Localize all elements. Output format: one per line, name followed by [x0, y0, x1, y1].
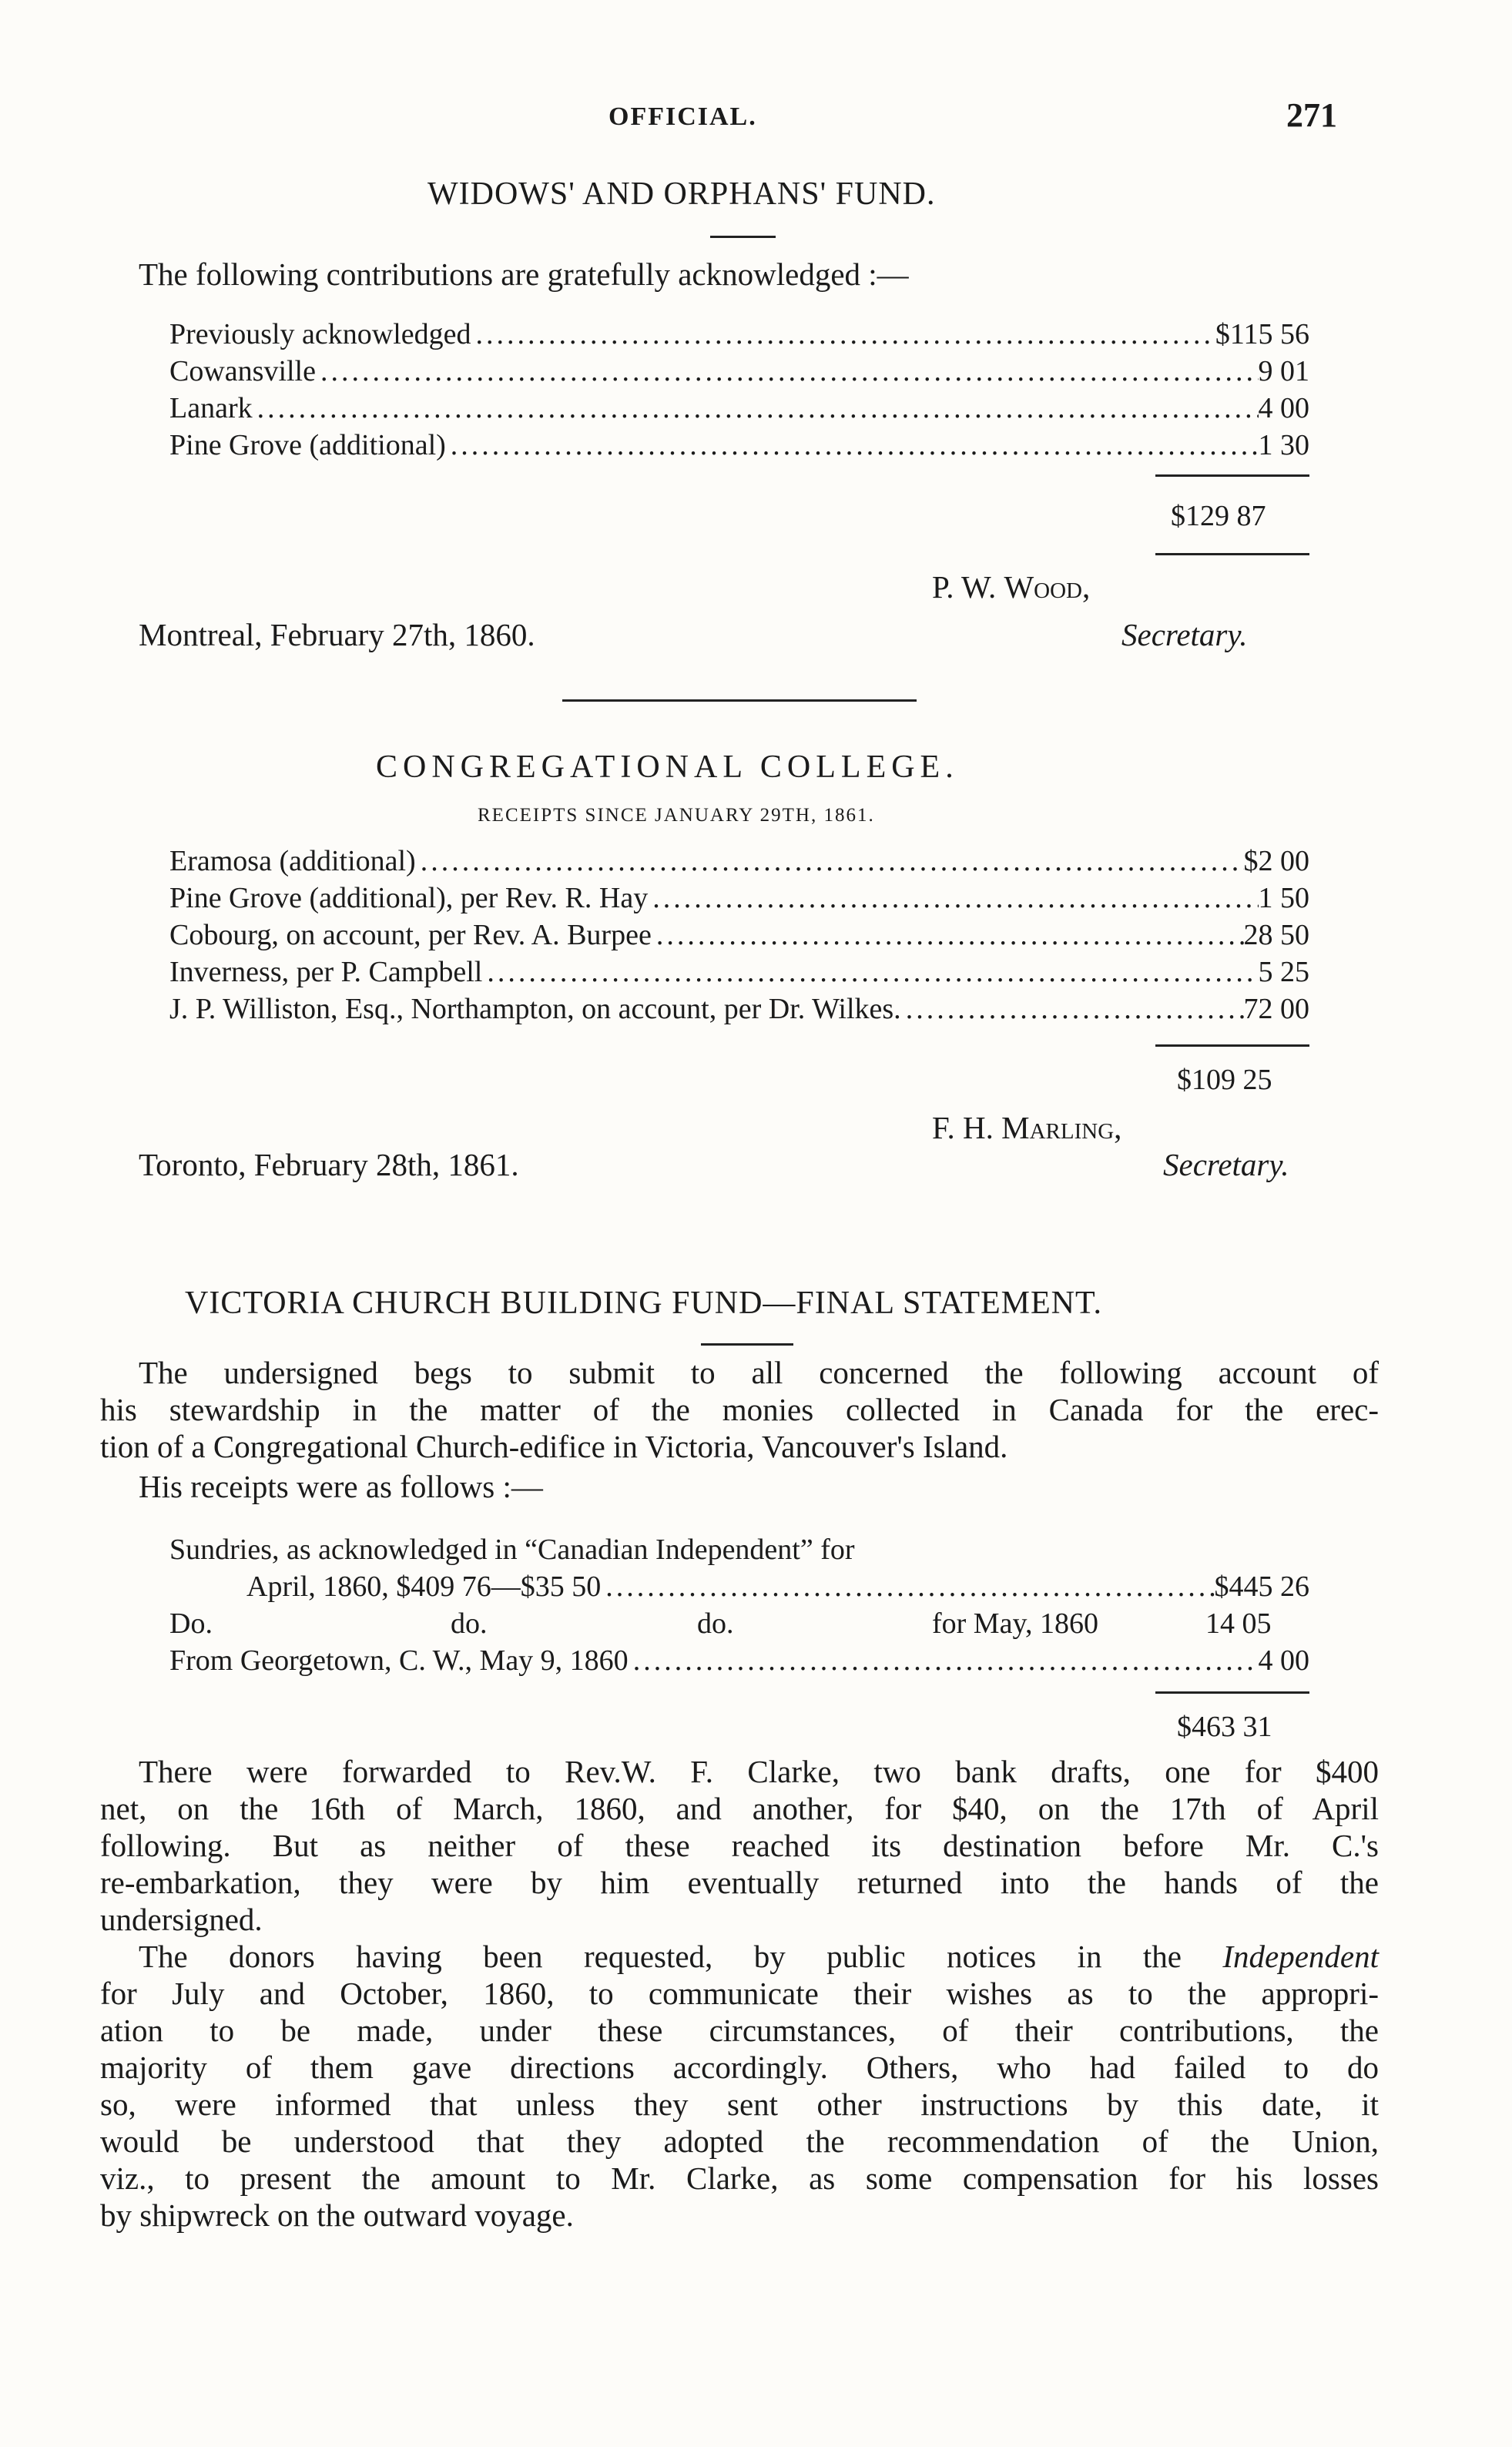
- victoria-paragraph-3: The donors having been requested, by public notices in the Independent for July and October, 1860, to communicate their wishes as to the appropri- ation to be made, under these circumstances, of their contributions, the majority of them gave directions accordingly. Others, who had failed to do so, were informed that unless they sent other instructions by this date, it would be understood that they adopted the recommendation of the Union, viz., to present the amount to Mr. Clarke, as some compensation for his losses by shipwreck on the outward voyage.: [100, 1939, 1380, 2233]
- sum-rule: [1155, 553, 1309, 555]
- ledger-row: [169, 918, 1309, 952]
- victoria-title: VICTORIA CHURCH BUILDING FUND—FINAL STATEMENT.: [185, 1286, 1103, 1321]
- ledger-label: do.: [697, 1607, 734, 1640]
- ledger-amount: 14 05: [1205, 1607, 1272, 1640]
- victoria-total: $463 31: [1177, 1711, 1272, 1743]
- widows-fund-title: WIDOWS' AND ORPHANS' FUND.: [427, 176, 936, 212]
- title-divider: [710, 236, 776, 238]
- victoria-paragraph-1: The undersigned begs to submit to all concerned the following account of his stewardship in the matter of the monies collected in Canada for the erec- tion of a Congregational Church-edifice in Victoria, Vancouver's Island.: [100, 1355, 1379, 1464]
- ledger-amount: 72 00: [1243, 993, 1309, 1025]
- ledger-row: [169, 391, 1309, 425]
- ledger-row: [169, 844, 1309, 878]
- sum-rule: [1155, 1691, 1309, 1694]
- receipts-intro: His receipts were as follows :—: [139, 1469, 543, 1504]
- ledger-row: [169, 317, 1309, 351]
- ledger-row: [169, 955, 1309, 989]
- ledger-row: April, 1860, $409 76—$35 50 ..... $445 26: [246, 1570, 1309, 1604]
- ledger-label: Inverness, per P. Campbell: [169, 956, 483, 988]
- ledger-label: Pine Grove (additional): [169, 429, 446, 461]
- ledger-label: for May, 1860: [932, 1607, 1098, 1640]
- college-total: $109 25: [1177, 1064, 1272, 1096]
- widows-fund-signer: P. W. Wood,: [932, 569, 1091, 605]
- ledger-label: Sundries, as acknowledged in “Canadian Independent” for: [169, 1534, 855, 1566]
- ledger-label: J. P. Williston, Esq., Northampton, on account, per Dr. Wilkes.: [169, 993, 901, 1025]
- ledger-label: Lanark: [169, 392, 253, 424]
- ledger-row: From Georgetown, C. W., May 9, 1860 ..... 4 00: [169, 1644, 1309, 1678]
- ledger-label: Pine Grove (additional), per Rev. R. Hay: [169, 882, 649, 914]
- ledger-label: Cowansville: [169, 355, 316, 387]
- ledger-amount: 5 25: [1258, 956, 1309, 988]
- ledger-amount: 4 00: [1258, 392, 1309, 424]
- page-number: 271: [1286, 96, 1337, 134]
- victoria-paragraph-2: There were forwarded to Rev.W. F. Clarke, two bank drafts, one for $400 net, on the 16th of March, 1860, and another, for $40, on the 17th of April following. But as neither of these reached its destination before Mr. C.'s re-embarkation, they were by him eventually returned into the hands of the undersigned.: [100, 1754, 1379, 1937]
- ledger-amount: 1 50: [1258, 882, 1309, 914]
- widows-fund-intro: The following contributions are gratefully acknowledged :—: [139, 256, 909, 292]
- college-title: CONGREGATIONAL COLLEGE.: [376, 749, 959, 785]
- ledger-label: Previously acknowledged: [169, 318, 471, 350]
- ledger-row: [169, 992, 1309, 1026]
- title-divider: [701, 1343, 793, 1346]
- ledger-row: [169, 428, 1309, 462]
- ledger-label: Do.: [169, 1607, 213, 1640]
- sum-rule: [1155, 474, 1309, 477]
- ledger-amount: 4 00: [1258, 1644, 1309, 1677]
- section-divider: [562, 699, 917, 702]
- widows-fund-place-date: Montreal, February 27th, 1860.: [139, 617, 535, 652]
- ledger-label: do.: [451, 1607, 488, 1640]
- sum-rule: [1155, 1044, 1309, 1047]
- ledger-amount: 1 30: [1258, 429, 1309, 461]
- ledger-row: [169, 881, 1309, 915]
- widows-fund-total: $129 87: [1171, 500, 1266, 532]
- ledger-amount: $2 00: [1243, 845, 1309, 877]
- college-role: Secretary.: [1163, 1147, 1289, 1182]
- ledger-label: Eramosa (additional): [169, 845, 416, 877]
- college-place-date: Toronto, February 28th, 1861.: [139, 1147, 519, 1182]
- ledger-amount: 28 50: [1243, 919, 1309, 951]
- ledger-row: [169, 354, 1309, 388]
- college-signer: F. H. Marling,: [932, 1110, 1122, 1145]
- ledger-amount: $115 56: [1215, 318, 1309, 350]
- ledger-amount: $445 26: [1214, 1570, 1309, 1603]
- ledger-label: Cobourg, on account, per Rev. A. Burpee: [169, 919, 652, 951]
- college-subtitle: RECEIPTS SINCE JANUARY 29TH, 1861.: [478, 805, 875, 826]
- widows-fund-role: Secretary.: [1121, 617, 1248, 652]
- running-head: OFFICIAL.: [608, 102, 757, 131]
- ledger-amount: 9 01: [1258, 355, 1309, 387]
